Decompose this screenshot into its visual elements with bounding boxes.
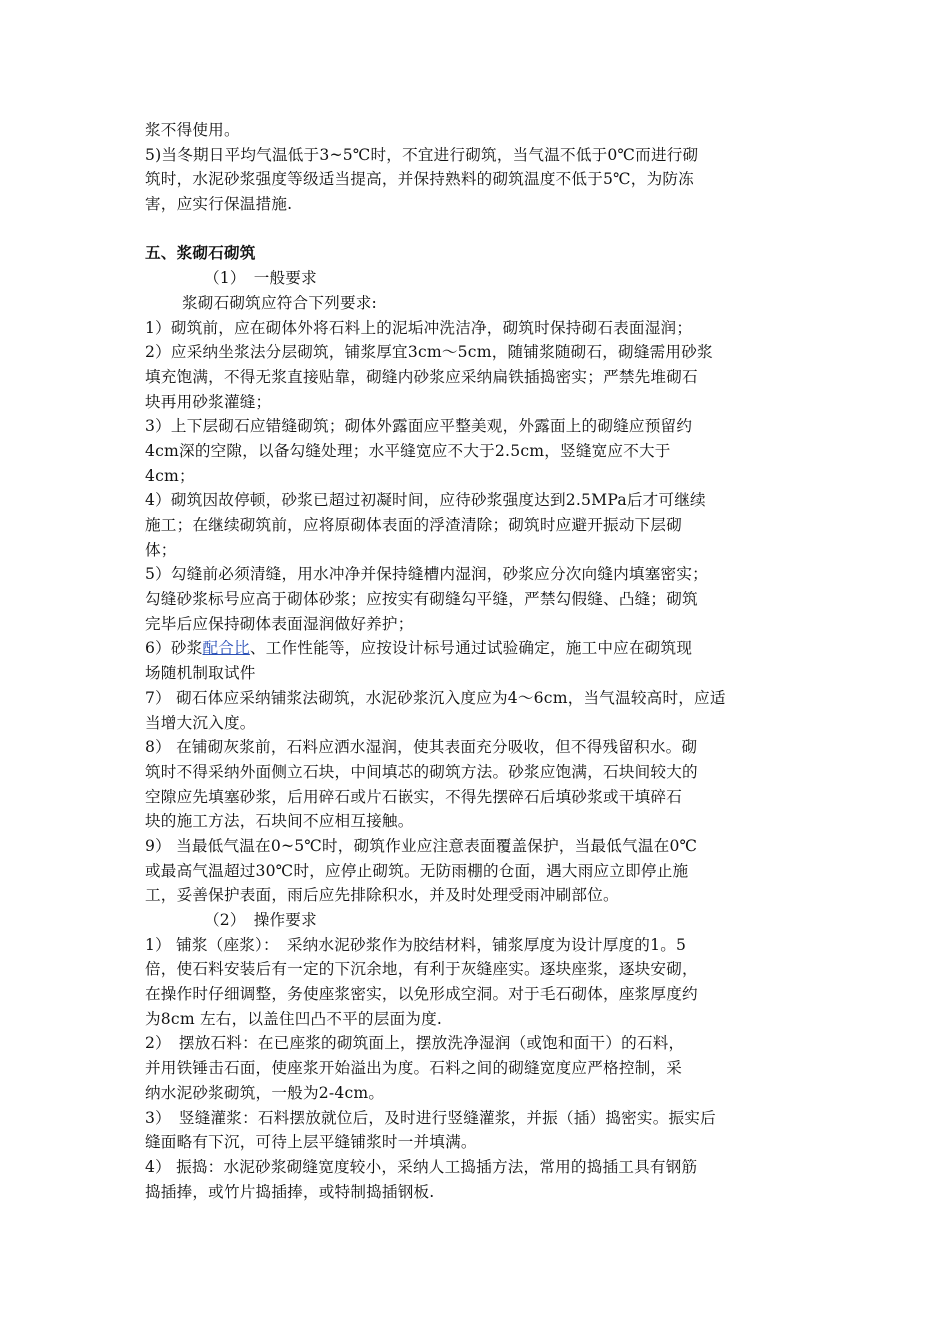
text-line: 害，应实行保温措施.: [145, 195, 293, 214]
subsection-heading: （1） 一般要求: [204, 269, 317, 288]
text-line: 纳水泥砂浆砌筑，一般为2-4cm。: [145, 1083, 385, 1102]
text-line: 1）砌筑前，应在砌体外将石料上的泥垢冲洗洁净，砌筑时保持砌石表面湿润；: [145, 318, 693, 337]
subsection-heading: （2） 操作要求: [204, 911, 317, 929]
text-line: 4cm；: [145, 466, 195, 485]
text-fragment: 6）砂浆: [145, 639, 203, 658]
text-line: 并用铁锤击石面，使座浆开始溢出为度。石料之间的砌缝宽度应严格控制，采: [145, 1059, 682, 1078]
text-line: 体；: [145, 540, 177, 559]
text-line: 4）砌筑因故停顿，砂浆已超过初凝时间，应待砂浆强度达到2.5MPa后才可继续: [145, 491, 706, 510]
text-line: 倍，使石料安装后有一定的下沉余地，有利于灰缝座实。逐块座浆，逐块安砌，: [145, 960, 698, 979]
blank-line: [145, 217, 810, 242]
text-line: 2）应采纳坐浆法分层砌筑，铺浆厚宜3cm～5cm，随铺浆随砌石，砌缝需用砂浆: [145, 343, 713, 362]
text-line: 工，妥善保护表面，雨后应先排除积水，并及时处理受雨冲刷部位。: [145, 886, 619, 905]
text-line: 3） 竖缝灌浆：石料摆放就位后，及时进行竖缝灌浆，并振（插）捣密实。振实后: [145, 1108, 716, 1127]
text-line: 3）上下层砌石应错缝砌筑；砌体外露面应平整美观，外露面上的砌缝应预留约: [145, 417, 693, 436]
text-line: 在操作时仔细调整，务使座浆密实，以免形成空洞。对于毛石砌体，座浆厚度约: [145, 985, 698, 1004]
text-line: 5）勾缝前必须清缝，用水冲净并保持缝槽内湿润，砂浆应分次向缝内填塞密实；: [145, 565, 708, 584]
text-line: 填充饱满，不得无浆直接贴靠，砌缝内砂浆应采纳扁铁插捣密实；严禁先堆砌石: [145, 367, 698, 386]
text-line: 块的施工方法，石块间不应相互接触。: [145, 812, 414, 831]
text-line: 场随机制取试件: [145, 664, 256, 683]
text-line: 9） 当最低气温在0~5℃时，砌筑作业应注意表面覆盖保护，当最低气温在0℃: [145, 836, 698, 855]
text-fragment: 、工作性能等，应按设计标号通过试验确定，施工中应在砌筑现: [249, 639, 693, 658]
text-line: 4） 振捣：水泥砂浆砌缝宽度较小，采纳人工捣插方法，常用的捣插工具有钢筋: [145, 1157, 698, 1176]
text-line: 2） 摆放石料：在已座浆的砌筑面上，摆放洗净湿润（或饱和面干）的石料，: [145, 1034, 685, 1053]
text-line: 空隙应先填塞砂浆，后用碎石或片石嵌实，不得先摆碎石后填砂浆或干填碎石: [145, 787, 682, 806]
text-line: 或最高气温超过30℃时，应停止砌筑。无防雨棚的仓面，遇大雨应立即停止施: [145, 861, 689, 880]
text-line: 筑时，水泥砂浆强度等级适当提高，并保持熟料的砌筑温度不低于5℃，为防冻: [145, 170, 694, 189]
text-line: 8） 在铺砌灰浆前，石料应洒水湿润，使其表面充分吸收，但不得残留积水。砌: [145, 738, 698, 757]
text-line: 块再用砂浆灌缝；: [145, 392, 272, 411]
text-line: 浆砌石砌筑应符合下列要求:: [182, 293, 377, 312]
text-line: 捣插捧，或竹片捣插捧，或特制捣插钢板.: [145, 1182, 435, 1201]
section-heading: 五、浆砌石砌筑: [145, 243, 256, 263]
text-line-with-link: [145, 636, 810, 661]
text-line: 7） 砌石体应采纳铺浆法砌筑，水泥砂浆沉入度应为4～6cm，当气温较高时，应适: [145, 688, 726, 707]
mix-ratio-link[interactable]: 配合比: [202, 639, 250, 658]
text-line: 5)当冬期日平均气温低于3~5℃时，不宜进行砌筑，当气温不低于0℃而进行砌: [145, 145, 699, 164]
text-line: 施工；在继续砌筑前，应将原砌体表面的浮渣清除；砌筑时应避开振动下层砌: [145, 516, 682, 534]
text-line: 完毕后应保持砌体表面湿润做好养护；: [145, 614, 414, 633]
text-line: 为8cm 左右，以盖住凹凸不平的层面为度.: [145, 1009, 443, 1028]
text-line: 当增大沉入度。: [145, 713, 256, 732]
text-line: 勾缝砂浆标号应高于砌体砂浆；应按实有砌缝勾平缝，严禁勾假缝、凸缝；砌筑: [145, 590, 698, 609]
text-line: 4cm深的空隙，以备勾缝处理；水平缝宽应不大于2.5cm，竖缝宽应不大于: [145, 441, 671, 460]
text-line: 1） 铺浆（座浆）： 采纳水泥砂浆作为胶结材料，铺浆厚度为设计厚度的1。5: [145, 935, 687, 954]
text-line: 缝面略有下沉，可待上层平缝铺浆时一并填满。: [145, 1133, 477, 1152]
text-line: 浆不得使用。: [145, 121, 240, 139]
text-line: 筑时不得采纳外面侧立石块，中间填芯的砌筑方法。砂浆应饱满，石块间较大的: [145, 762, 698, 781]
document-body: [145, 118, 810, 1204]
